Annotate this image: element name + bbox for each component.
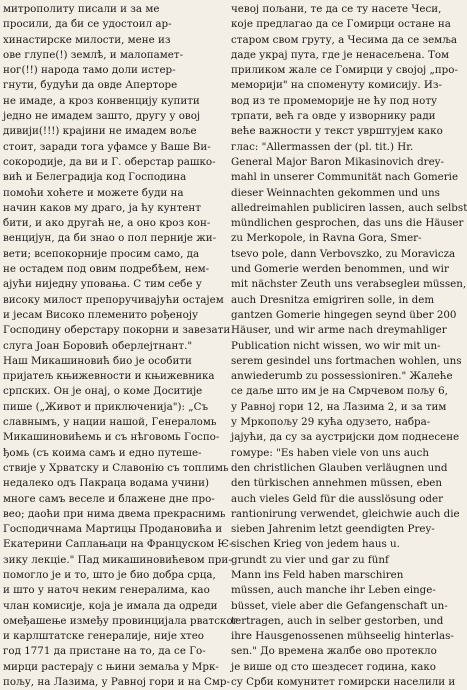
text-line: недалеко одъ Пакраца водама учини) bbox=[3, 477, 210, 490]
text-line: Господину оберстару покорни и завезати bbox=[3, 324, 231, 337]
text-line: гомуре: "Es haben viele von uns auch bbox=[231, 446, 430, 459]
text-line: јајући, да су за аустријски дом поднесене bbox=[231, 431, 460, 444]
text-line: Микашиновићемь и съ нѣговомь Госпо- bbox=[3, 431, 220, 444]
text-line: Mann ins Feld haben marschiren bbox=[231, 568, 404, 581]
text-line: tsevo pole, dann Verbovszko, zu Moravicza bbox=[231, 247, 456, 260]
text-line: сокородије, да ви и Г. оберстар рашко- bbox=[3, 155, 216, 168]
text-line: су Срби комунитет гомирски населили и bbox=[231, 676, 456, 689]
text-line: хинастирске милости, мене из bbox=[3, 33, 171, 46]
text-line: dieser Weinnachten gekommen und uns bbox=[231, 186, 440, 199]
text-line: anwiederumb zu possessioniren." Жалеће bbox=[231, 370, 453, 383]
text-line: tertragen, auch in selber gestorben, und bbox=[231, 614, 444, 627]
text-line: не остадем под овим подребѣем, нем- bbox=[3, 263, 210, 276]
text-line: трпати, већ га овде у изворнику ради bbox=[231, 110, 436, 123]
text-line: sen." До времена жалбе ово протекло bbox=[231, 645, 437, 658]
text-line: zu Merkopole, in Ravna Gora, Smer- bbox=[231, 232, 422, 245]
text-line: чевој пољани, те да се ту насете Чеси, bbox=[231, 3, 442, 15]
text-line: mahl in unserer Communität nach Gomerie bbox=[231, 171, 459, 184]
text-line: помогло је и то, што је био добра срца, bbox=[3, 568, 216, 581]
text-line: гнути, будући да овде Аперторе bbox=[3, 79, 178, 92]
text-line: бити, и ако другаћ не, а оно кроз кон- bbox=[3, 217, 211, 230]
text-line: ове глупе(!) землѣ, и малопамет- bbox=[3, 48, 184, 61]
text-line: глас: "Allermassen der (pl. tit.) Hr. bbox=[231, 140, 414, 153]
text-line: rantionirung verwendet, gleichwie auch die bbox=[231, 507, 460, 520]
text-line: den türkischen annehmen müssen, eben bbox=[231, 477, 443, 490]
text-line: стоит, заради тога уфамсе у Ваше Ви- bbox=[3, 140, 211, 153]
text-line: General Major Baron Mikasinovich drey- bbox=[231, 155, 444, 168]
text-line: вод из те промеморије не ћу под ноту bbox=[231, 94, 438, 107]
text-line: gantzen Gomerie hingegen seynd über 200 bbox=[231, 308, 457, 321]
text-line: serem gesindel uns fortmachen wohlen, uns bbox=[231, 354, 462, 367]
text-line: старом свом груту, а Чесима да се земља bbox=[231, 33, 458, 46]
text-line: пише („Живот и приключенија"): „Съ bbox=[3, 400, 209, 413]
text-line: Häuser, und wir arme nach dreymahliger bbox=[231, 324, 447, 337]
text-line: даде укpај пута, где је ненасељена. Том bbox=[231, 48, 450, 61]
text-line: омеђашење између провинцијала рватског bbox=[3, 614, 239, 627]
text-line: које предлагао да се Гомирци остане на bbox=[231, 18, 451, 31]
text-line: ног(!!) народа тамо доли истер- bbox=[3, 64, 176, 77]
text-line: год 1771 да пристане на то, да се Го- bbox=[3, 645, 206, 658]
text-line: дивији(!!!) крајини не имадем воље bbox=[3, 125, 197, 138]
text-line: се даље што им је на Смрчевом пољу 6, bbox=[231, 385, 448, 398]
text-line: den christlichen Glauben verläugnen und bbox=[231, 461, 448, 474]
text-line: и што у наточ неким генералима, као bbox=[3, 584, 210, 597]
text-line: Господичнама Мартицы Продановића и bbox=[3, 523, 223, 536]
text-line: начин каков му драго, ја ћу кунтент bbox=[3, 201, 201, 214]
text-line: и јесам Високо племенито рођеноју bbox=[3, 308, 199, 321]
text-line: Наш Микашиновић био је особити bbox=[3, 354, 192, 367]
text-line: српских. Он је онај, о коме Доситије bbox=[3, 385, 203, 398]
text-line: und Gomerie werden benommen, und wir bbox=[231, 263, 449, 276]
text-line: у Равној гори 12, на Лазима 2, и за тим bbox=[231, 400, 447, 413]
text-line: приликом жале се Гомирци у својој „про- bbox=[231, 64, 458, 77]
text-line: ствије у Хрватску и Славонію съ топлимь bbox=[3, 461, 229, 474]
text-line: и карлштатске генералије, није хтео bbox=[3, 630, 205, 643]
text-line: високу милост препоручивајући остајем bbox=[3, 293, 224, 306]
text-line: помоћи хоћете и можете буди на bbox=[3, 186, 184, 199]
text-line: Екатерини Саплањаци на Француском Ѥ- bbox=[3, 538, 233, 551]
text-line: вић и Белеградија код Господина bbox=[3, 171, 187, 184]
right-column bbox=[231, 2, 467, 689]
text-line: многе самъ веселе и блажене дне про- bbox=[3, 492, 215, 505]
text-line: auch vieles Geld für die ausslösung oder bbox=[231, 492, 444, 505]
text-line: büsset, viele aber die Gefangenschaft un- bbox=[231, 599, 448, 612]
text-line: члан комисије, која је имала да одреди bbox=[3, 599, 218, 612]
text-line: просили, да би се удостоил ар- bbox=[3, 18, 172, 31]
text-line: alledreimahlen publiciren lassen, auch selbst bbox=[231, 201, 467, 214]
text-line: једно не имадем зашто, другу у овој bbox=[3, 110, 201, 123]
text-line: ђомь (съ коима самъ и едно путеше- bbox=[3, 446, 202, 459]
text-line: Publication nicht wissen, wo wir mit un- bbox=[231, 339, 441, 352]
text-line: sieben Jahrenim letzt geendigten Prey- bbox=[231, 523, 435, 536]
text-line: пољу, на Лазима, у Равној гори и на Смр- bbox=[3, 676, 230, 689]
text-line: у Мркопољу 29 кућа одузето, набра- bbox=[231, 416, 431, 429]
text-line: вети; всепокорније просим само, да bbox=[3, 247, 200, 260]
text-line: auch Dresnitza emigriren solle, in dem bbox=[231, 293, 435, 306]
text-line: пријатељ књижевности и књижевника bbox=[3, 370, 215, 383]
text-line: је више од сто шездесет година, како bbox=[231, 660, 437, 673]
text-line: венцијун, да би знао о пол перније жи- bbox=[3, 232, 217, 245]
left-column bbox=[3, 2, 239, 689]
text-line: славнымъ, у нации нашой, Генераломь bbox=[3, 416, 217, 429]
text-line: mit nächster Zeuth uns verabsegleи müssen, bbox=[231, 278, 467, 291]
text-line: müssen, auch manche ihr Leben einge- bbox=[231, 584, 436, 597]
text-line: меморији" на споменуту комисију. Из- bbox=[231, 79, 442, 92]
text-line: митрополиту писали и за ме bbox=[3, 3, 160, 15]
text-line: mündlichen gesprochen, das uns die Häuser bbox=[231, 217, 464, 230]
text-line: зику лекціе." Пад микашиновићевом при- bbox=[3, 553, 232, 566]
text-line: grundt zu vier und gar zu fünf bbox=[231, 553, 389, 566]
text-line: слуга Јоан Боровић оберлејтнант." bbox=[3, 339, 193, 352]
text-line: не имаде, а кроз конвенцију купити bbox=[3, 94, 200, 107]
text-line: веће важности у текст уврштујем како bbox=[231, 125, 443, 138]
text-line: мирци растерају с њини земаља у Мрк- bbox=[3, 660, 219, 673]
text-line: sischen Krieg von jedem haus u. bbox=[231, 538, 400, 551]
text-line: ајући ниједну уповања. С тим себе у bbox=[3, 278, 202, 291]
text-line: ihre Hausgenossenen mühseelig hinterlas- bbox=[231, 630, 454, 643]
text-line: вео; даоћи при нима двема прекраснимь bbox=[3, 507, 226, 520]
